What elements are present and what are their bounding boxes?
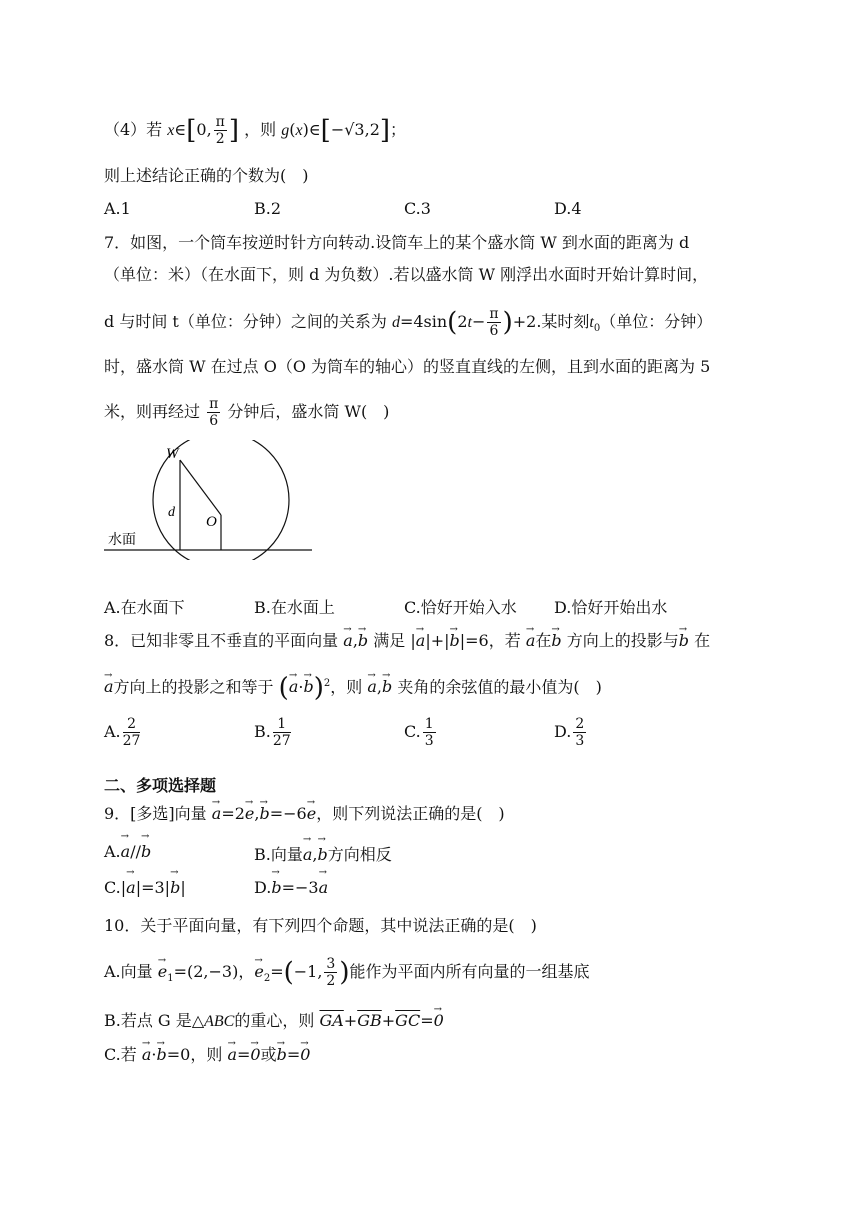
q7-line-2: （单位：米）（在水面下，则 d 为负数）.若以盛水筒 W 刚浮出水面时开始计算时间， (104, 265, 709, 284)
q7-line-5: 米，则再经过 $\frac{\pi}{6}$ 分钟后，盛水筒 W( ) (104, 396, 390, 429)
q7-option-c: C.恰好开始入水 (404, 598, 517, 617)
q7-line-4: 时，盛水筒 W 在过点 O（O 为筒车的轴心）的竖直直线的左侧，且到水面的距离为 5 (104, 357, 711, 376)
label-w: W (166, 446, 179, 462)
q8-option-b: B. $\frac{1}{27}$ (254, 716, 291, 749)
q6-option-b: B.2 (254, 199, 282, 218)
q7-line-1: 7．如图，一个筒车按逆时针方向转动.设筒车上的某个盛水筒 W 到水面的距离为 d (104, 233, 690, 252)
q10-option-a: A.向量 → $e_1=(2,-3)$，→ $e_2=(-1$, $\frac{3}{2}$ )能作为平面内所有向量的一组基底 (104, 956, 590, 990)
q10-stem: 10．关于平面向量，有下列四个命题，其中说法正确的是( ) (104, 916, 537, 935)
radius-line (180, 460, 221, 515)
label-water: 水面 (108, 532, 136, 548)
q9-option-a: A.→ a//→ b (104, 842, 151, 861)
q6-question: 则上述结论正确的个数为( ) (104, 166, 309, 185)
q10-option-b: B.若点 G 是△ABC的重心，则 $\overline{GA}+\overline{GB}+\overline{GC}=\to 0$ (104, 1010, 444, 1033)
q6-option-d: D.4 (554, 199, 582, 218)
waterwheel-figure (104, 440, 324, 560)
label-o: O (206, 514, 217, 530)
q9-option-d: D.→ b=−3→ a (254, 878, 328, 897)
q7-option-b: B.在水面上 (254, 598, 335, 617)
q10-option-c: C.若 → a·→ b=0，则 → a=→ 0或→ b=→ 0 (104, 1044, 310, 1066)
q9-option-c: C.|→ a|=3|→ b| (104, 878, 186, 897)
section-title: 二、多项选择题 (104, 776, 217, 795)
q7-line-3: d 与时间 t（单位：分钟）之间的关系为 d=4sin(2t− $\frac{\pi}{6}$ )+2.某时刻$t_0$（单位：分钟） (104, 306, 713, 339)
q9-option-b: B.向量→ a,→ b方向相反 (254, 842, 392, 865)
q8-line-2: → a方向上的投影之和等于 (→ a·→ b)$^2$，则 → a,→ b 夹角的余弦值的最小值为( ) (104, 673, 602, 699)
q6-option-a: A.1 (104, 199, 131, 218)
q6-item4: （4）若 x∈[0, $\frac{\pi}{2}$ ] ，则 g(x)∈[−√3,2]； (104, 114, 407, 147)
q8-option-d: D. $\frac{2}{3}$ (554, 716, 585, 749)
q7-option-a: A.在水面下 (104, 598, 185, 617)
q9-stem: 9．[多选]向量 → a=2→ e,→ b=−6→ e，则下列说法正确的是( ) (104, 803, 505, 825)
q8-option-a: A. $\frac{2}{27}$ (104, 716, 141, 749)
q8-option-c: C. $\frac{1}{3}$ (404, 716, 434, 749)
q6-option-c: C.3 (404, 199, 431, 218)
label-d: d (168, 505, 175, 520)
q7-option-d: D.恰好开始出水 (554, 598, 668, 617)
q8-line-1: 8．已知非零且不垂直的平面向量 → a,→ b 满足 |→ a|+|→ b|=6，若 → a在→ b 方向上的投影与→ b 在 (104, 630, 710, 652)
